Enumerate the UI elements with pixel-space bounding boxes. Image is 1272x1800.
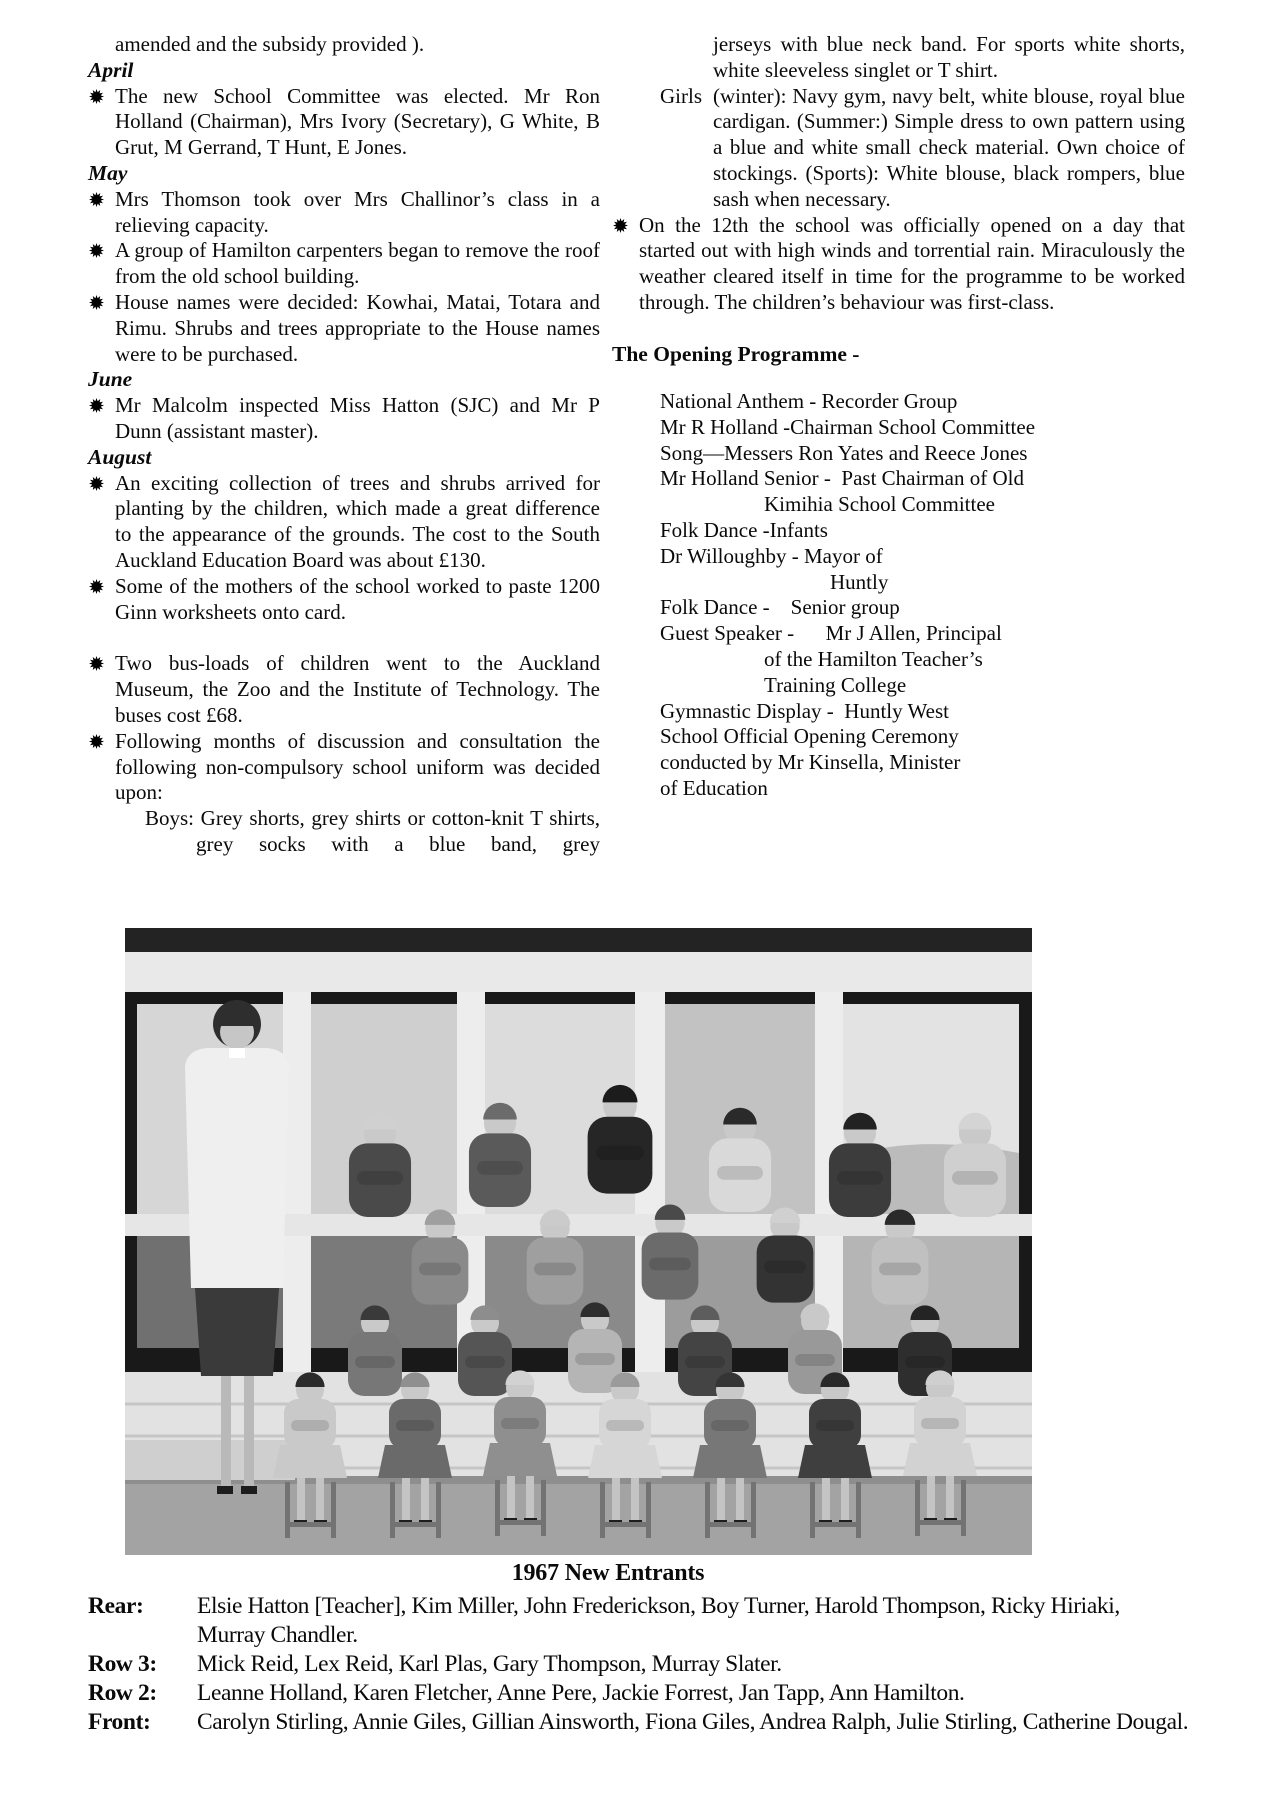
month-heading-april: April — [88, 57, 134, 82]
programme-line: Kimihia School Committee — [764, 492, 995, 517]
caption-row-label: Row 2: — [88, 1680, 157, 1706]
opening-programme-heading: The Opening Programme - — [612, 341, 860, 366]
paragraph-continuation: amended and the subsidy provided ). — [115, 32, 425, 56]
programme-line: Mr Holland Senior - Past Chairman of Old — [660, 466, 1024, 491]
bullet-item — [88, 187, 600, 239]
programme-line: Mr R Holland -Chairman School Committee — [660, 414, 1036, 439]
bullet-text: Two bus-loads of children went to the Auckland Museum, the Zoo and the Institute of Technology. The buses cost £68. — [115, 651, 600, 727]
bullet-item — [88, 471, 600, 574]
programme-line: Gymnastic Display - Huntly West — [660, 698, 949, 723]
caption-row-names: Leanne Holland, Karen Fletcher, Anne Pere, Jackie Forrest, Jan Tapp, Ann Hamilton. — [197, 1680, 965, 1706]
programme-line: Song—Messers Ron Yates and Reece Jones — [660, 440, 1028, 465]
programme-line: Dr Willoughby - Mayor of — [660, 543, 883, 568]
class-photo — [125, 928, 1032, 1555]
bullet-item — [88, 290, 600, 367]
programme-line: National Anthem - Recorder Group — [660, 389, 958, 414]
bullet-text: Following months of discussion and consultation the following non-compulsory school uniform was decided upon: — [115, 728, 600, 805]
star-bullet-icon — [613, 218, 628, 233]
bullet-text: An exciting collection of trees and shrubs arrived for planting by the children, which made a great difference to the appearance of the grounds. The cost to the South Auckland Education Board was about £130. — [115, 470, 600, 572]
left-column — [88, 32, 600, 858]
bullet-text: On the 12th the school was officially opened on a day that started out with high winds and torrential rain. Miraculously the weather cleared itself in time for the programme to be worked through. The children’s behaviour was first-class. — [639, 212, 1185, 314]
programme-line: Training College — [764, 672, 907, 697]
bullet-item — [88, 84, 600, 161]
caption-row-names: Carolyn Stirling, Annie Giles, Gillian Ainsworth, Fiona Giles, Andrea Ralph, Julie Stirling, Catherine Dougal. — [197, 1709, 1189, 1735]
star-bullet-icon — [89, 243, 104, 258]
star-bullet-icon — [89, 192, 104, 207]
bullet-text: Mr Malcolm inspected Miss Hatton (SJC) and Mr P Dunn (assistant master). — [115, 393, 600, 443]
girls-label: Girls — [660, 83, 702, 108]
star-bullet-icon — [89, 734, 104, 749]
programme-line: of the Hamilton Teacher’s — [764, 647, 983, 672]
caption-row-rear — [88, 1592, 1192, 1650]
bullet-text: The new School Committee was elected. Mr Ron Holland (Chairman), Mrs Ivory (Secretary), G White, B Grut, M Gerrand, T Hunt, E Jones. — [115, 83, 600, 160]
boys-uniform-line: Boys: Grey shorts, grey shirts or cotton-knit T shirts, grey socks with a blue band, grey — [145, 806, 600, 856]
caption-row-3 — [88, 1650, 1192, 1679]
star-bullet-icon — [89, 398, 104, 413]
programme-line: Folk Dance - Senior group — [660, 595, 900, 620]
bullet-text: House names were decided: Kowhai, Matai, Totara and Rimu. Shrubs and trees appropriate to the House names were to be purchased. — [115, 289, 600, 366]
programme-line: conducted by Mr Kinsella, Minister — [660, 750, 961, 775]
month-heading-june: June — [88, 367, 133, 392]
programme-line: Guest Speaker - Mr J Allen, Principal — [660, 621, 1002, 646]
caption-row-names: Elsie Hatton [Teacher], Kim Miller, John Frederickson, Boy Turner, Harold Thompson, Ricky Hiriaki, Murray Chandler. — [197, 1593, 1120, 1648]
caption-row-names: Mick Reid, Lex Reid, Karl Plas, Gary Thompson, Murray Slater. — [197, 1651, 782, 1677]
right-column — [612, 32, 1185, 802]
bullet-item — [88, 393, 600, 445]
bullet-text: A group of Hamilton carpenters began to remove the roof from the old school building. — [115, 238, 600, 289]
girls-uniform-text: (winter): Navy gym, navy belt, white blouse, royal blue cardigan. (Summer:) Simple dress to own pattern using a blue and white small check material. Own choice of stockings. (Sports): White blouse, black rompers, blue sash when necessary. — [713, 83, 1185, 211]
caption-row-label: Rear: — [88, 1593, 144, 1619]
star-bullet-icon — [89, 295, 104, 310]
star-bullet-icon — [89, 476, 104, 491]
programme-line: Folk Dance -Infants — [660, 518, 828, 543]
bullet-text: Some of the mothers of the school worked to paste 1200 Ginn worksheets onto card. — [115, 573, 600, 624]
bullet-item — [88, 729, 600, 806]
bullet-text: Mrs Thomson took over Mrs Challinor’s class in a relieving capacity. — [115, 186, 600, 237]
photo-caption — [88, 1592, 1192, 1737]
bullet-item — [88, 651, 600, 728]
photo-caption-title: 1967 New Entrants — [511, 1560, 705, 1586]
caption-row-label: Front: — [88, 1709, 151, 1735]
month-heading-may: May — [88, 160, 128, 185]
programme-line: Huntly — [830, 569, 889, 594]
caption-row-2 — [88, 1679, 1192, 1708]
caption-row-front — [88, 1708, 1192, 1737]
star-bullet-icon — [89, 89, 104, 104]
star-bullet-icon — [89, 579, 104, 594]
bullet-item — [612, 213, 1185, 316]
programme-line: of Education — [660, 776, 768, 801]
month-heading-august: August — [88, 444, 152, 469]
programme-line: School Official Opening Ceremony — [660, 724, 959, 749]
bullet-item — [88, 238, 600, 290]
star-bullet-icon — [89, 656, 104, 671]
bullet-item — [88, 574, 600, 626]
girls-uniform-block — [612, 84, 1185, 213]
caption-row-label: Row 3: — [88, 1651, 157, 1677]
jerseys-continuation: jerseys with blue neck band. For sports white shorts, white sleeveless singlet or T shirt. — [713, 32, 1185, 82]
